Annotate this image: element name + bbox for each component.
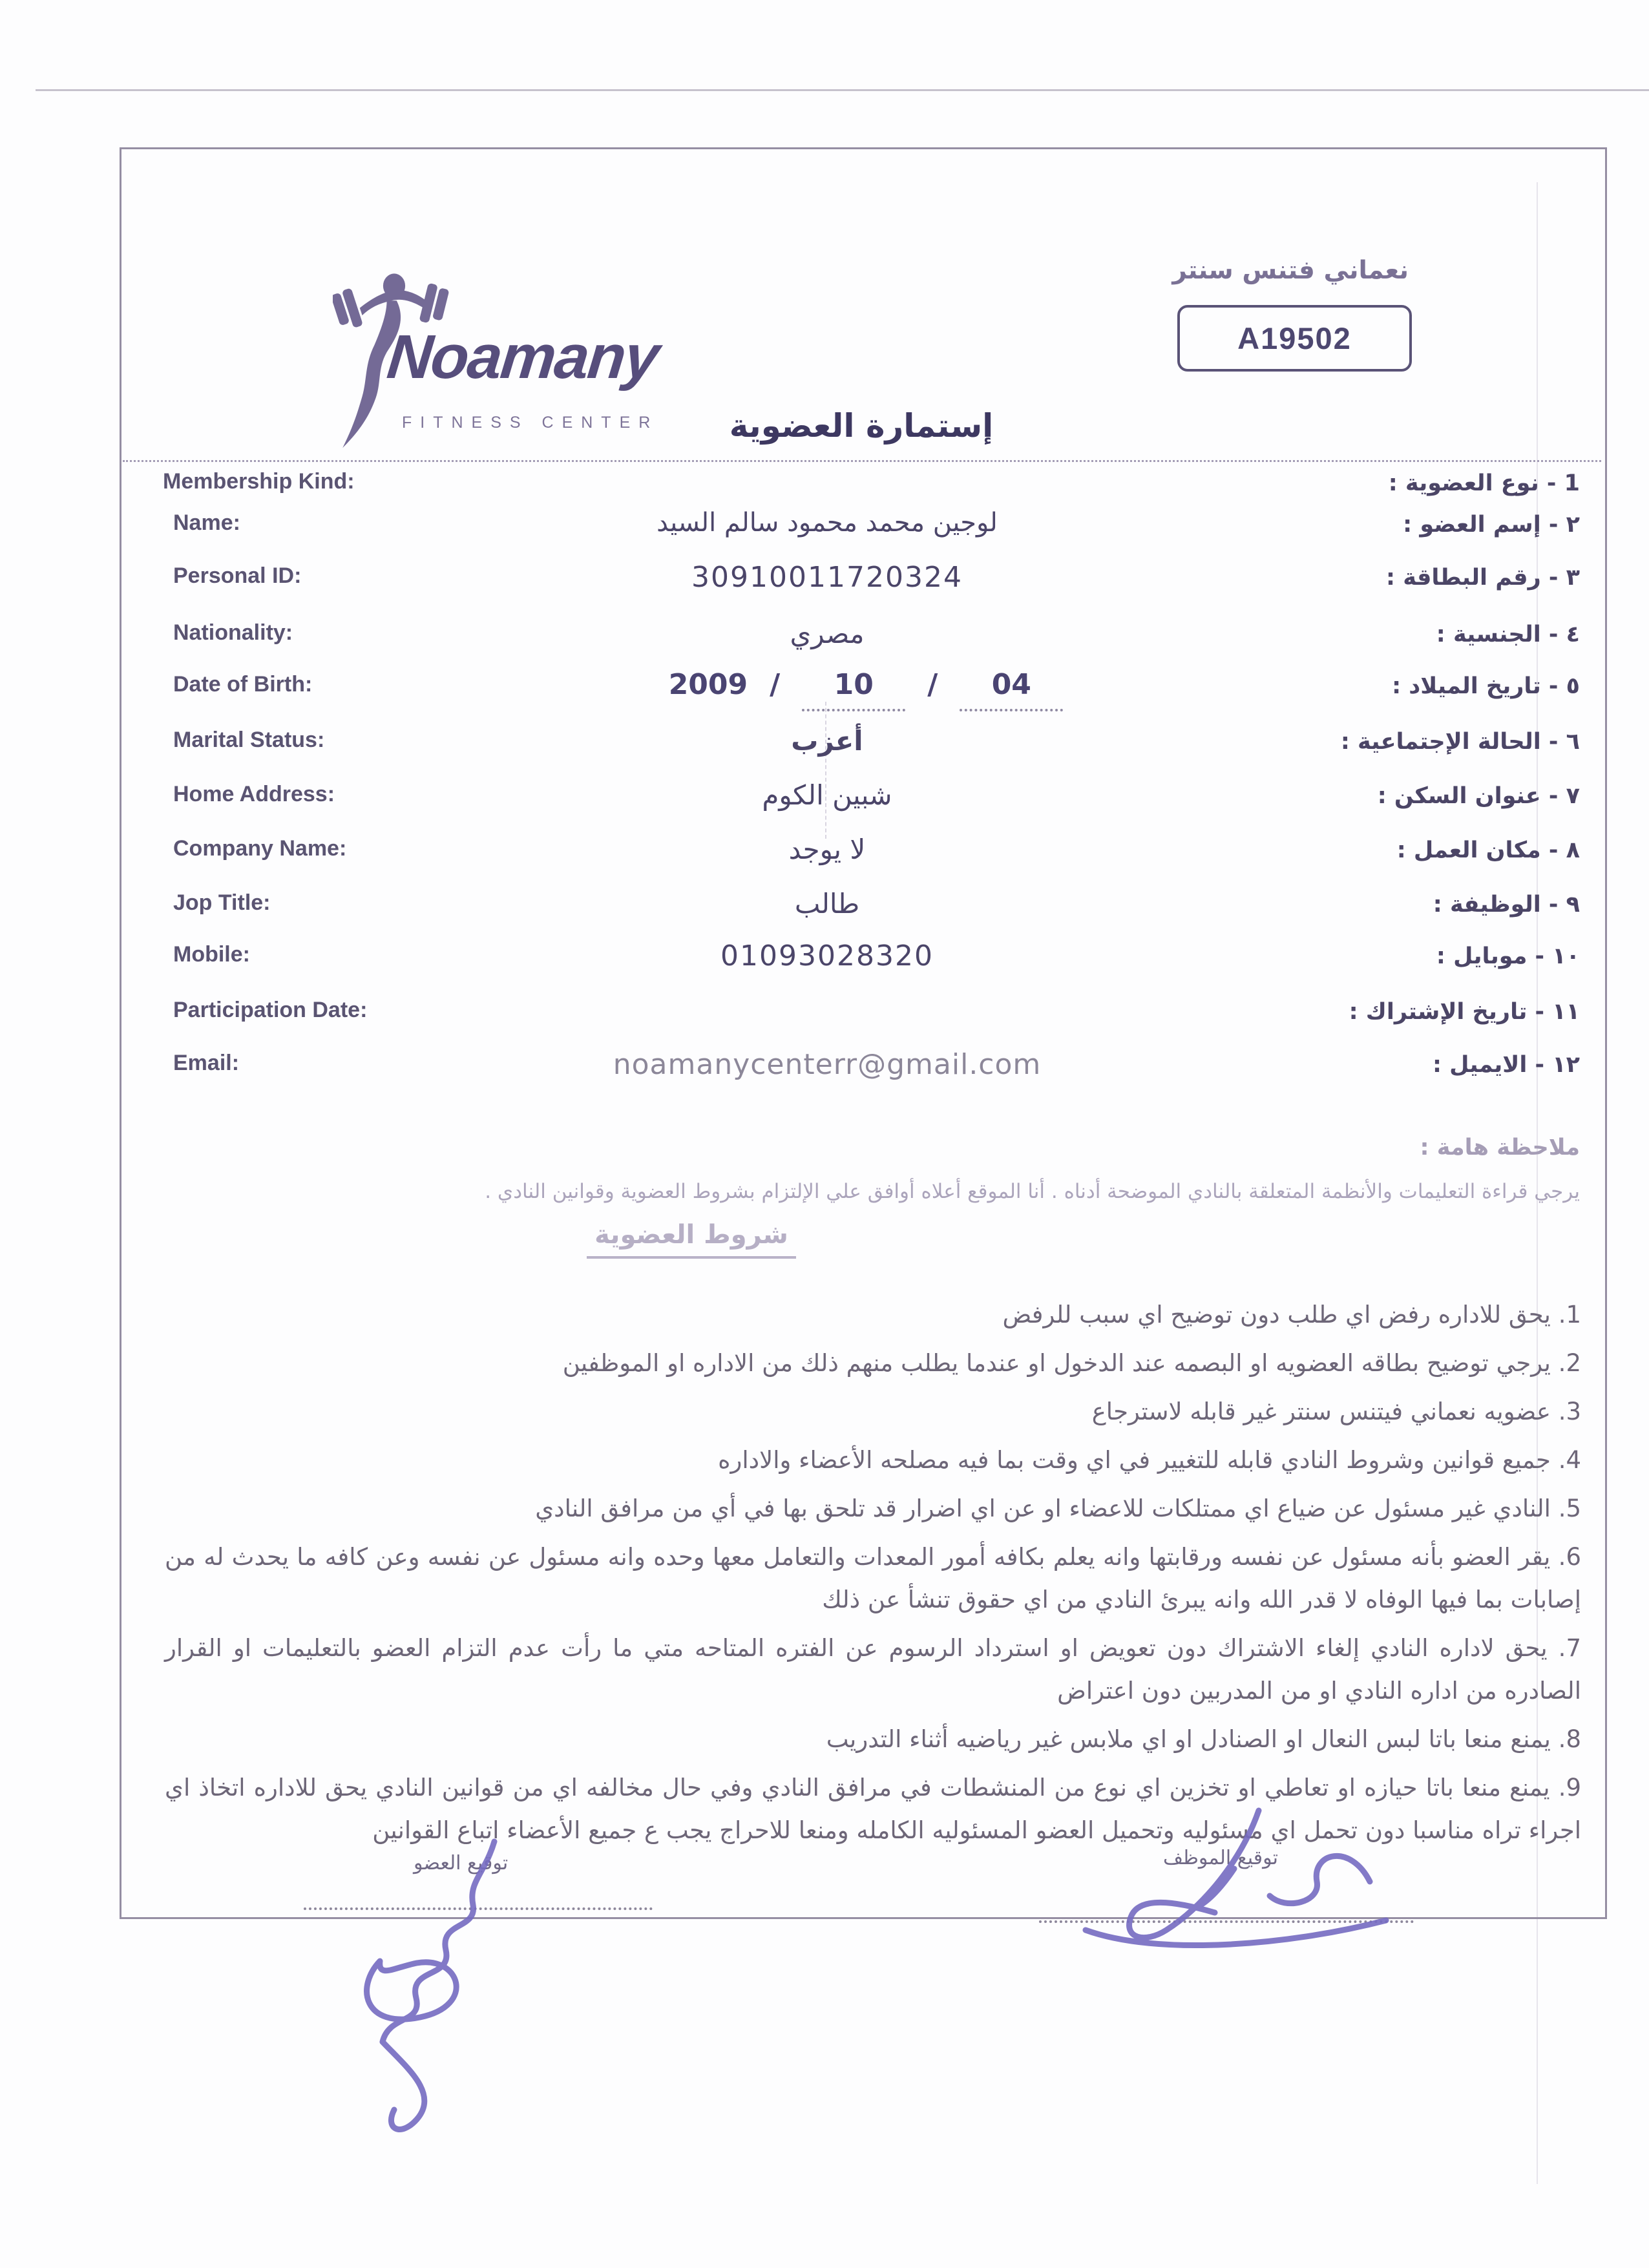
- form-row-personal-id: [0, 563, 1649, 602]
- scan-edge-line: [36, 89, 1649, 91]
- term-item: 2. يرجي توضيح بطاقه العضويه او البصمه عند الدخول او عندما يطلب منهم ذلك من الاداره او الموظفين: [562, 1349, 1581, 1377]
- form-row-participation-date: [0, 998, 1649, 1036]
- form-row-name: [0, 510, 1649, 549]
- term-item: 9. يمنع منعا باتا حيازه او تعاطي او تخزين اي نوع من المنشطات في مرافق النادي وفي حال مخالفه اي من قوانين النادي يحق للاداره اتخاذ اي اجراء تراه مناسبا دون تحمل اي مسئوليه وتحميل العضو المسئوليه الكامله ومنعا للاحراج يجب ع جميع الأعضاء اتباع القوانين: [165, 1774, 1581, 1844]
- term-item: 4. جميع قوانين وشروط النادي قابله للتغيير في اي وقت بما فيه مصلحه الأعضاء والاداره: [718, 1446, 1581, 1474]
- form-row-marital-status: [0, 725, 1649, 766]
- field-label-ar: 1 - نوع العضوية :: [1388, 470, 1580, 496]
- field-label-en: Mobile:: [173, 942, 250, 967]
- field-label-en: Nationality:: [173, 620, 293, 645]
- term-item: 5. النادي غير مسئول عن ضياع اي ممتلكات للاعضاء او عن اي اضرار قد تلحق بها في أي من مرافق النادي: [535, 1495, 1581, 1522]
- terms-heading: [562, 1220, 821, 1259]
- form-row-home-address: [0, 779, 1649, 821]
- logo-wordmark: Noamany: [384, 322, 662, 392]
- field-value: 01093028320: [720, 940, 934, 972]
- dob-separator: /: [927, 668, 938, 701]
- field-value: 30910011720324: [691, 561, 963, 594]
- field-label-ar: ٩ - الوظيفة :: [1433, 892, 1580, 918]
- field-value: لا يوجد: [788, 834, 866, 865]
- form-row-nationality: [0, 620, 1649, 659]
- staff-signature-label: توقيع الموظف: [1163, 1847, 1278, 1869]
- field-label-ar: ٦ - الحالة الإجتماعية :: [1340, 729, 1580, 755]
- important-note-heading: ملاحظة هامة :: [1420, 1135, 1580, 1160]
- form-row-mobile: [0, 942, 1649, 981]
- page-title: إستمارة العضوية: [729, 407, 994, 445]
- important-note-body: يرجي قراءة التعليمات والأنظمة المتعلقة بالنادي الموضحة أدناه . أنا الموقع أعلاه أوافق علي الإلتزام بشروط العضوية وقوانين النادي .: [485, 1180, 1580, 1203]
- membership-serial-badge: [1177, 305, 1412, 372]
- form-row-job-title: [0, 890, 1649, 929]
- field-label-en: Company Name:: [173, 836, 347, 861]
- field-label-en: Email:: [173, 1051, 240, 1075]
- dob-separator: /: [770, 668, 781, 701]
- field-label-en: Marital Status:: [173, 728, 325, 752]
- member-signature-label: توقيع العضو: [414, 1852, 509, 1874]
- field-label-ar: ١٢ - الايميل :: [1432, 1052, 1580, 1078]
- field-value: مصري: [790, 618, 865, 649]
- field-label-ar: ٨ - مكان العمل :: [1396, 837, 1580, 863]
- term-item: 6. يقر العضو بأنه مسئول عن نفسه ورقابتها وانه يعلم بكافه أمور المعدات والتعامل معها وحده وانه مسئول عن نفسه وعن كافه ما يحدث له من إصابات بما فيها الوفاه لا قدر الله وانه يبرئ النادي من اي حقوق تنشأ عن ذلك: [165, 1543, 1581, 1613]
- dob-year: 2009: [668, 668, 748, 701]
- form-row-membership-kind: [0, 469, 1649, 508]
- field-value: طالب: [794, 888, 860, 919]
- date-of-birth-value: [439, 668, 1292, 711]
- term-item: 3. عضويه نعماني فيتنس سنتر غير قابله لاسترجاع: [1091, 1398, 1581, 1425]
- field-label-ar: ١١ - تاريخ الإشتراك :: [1349, 999, 1580, 1025]
- terms-list: [165, 1294, 1581, 1858]
- field-label-en: Home Address:: [173, 782, 335, 806]
- field-label-ar: ٣ - رقم البطاقة :: [1386, 565, 1580, 591]
- field-label-ar: ٤ - الجنسية :: [1436, 622, 1580, 647]
- field-label-en: Personal ID:: [173, 563, 302, 588]
- field-label-en: Membership Kind:: [163, 469, 355, 494]
- serial-number: A19502: [1237, 321, 1352, 355]
- term-item: 1. يحق للاداره رفض اي طلب دون توضيح اي سبب للرفض: [1002, 1301, 1581, 1328]
- field-label-en: Jop Title:: [173, 890, 271, 915]
- dob-day: 04: [960, 668, 1063, 711]
- title-divider: [123, 460, 1601, 462]
- form-row-email: [0, 1048, 1649, 1089]
- field-value: أعزب: [791, 725, 863, 757]
- field-label-en: Date of Birth:: [173, 672, 313, 697]
- field-label-ar: ٧ - عنوان السكن :: [1377, 783, 1580, 809]
- center-name-arabic: نعماني فتنس سنتر: [1172, 256, 1409, 285]
- form-row-date-of-birth: [0, 668, 1649, 711]
- field-value: شبين الكوم: [762, 779, 892, 811]
- terms-heading-text: شروط العضوية: [587, 1220, 796, 1259]
- term-item: 7. يحق لاداره النادي إلغاء الاشتراك دون تعويض او استرداد الرسوم عن الفتره المتاحه متي ما رأت عدم التزام العضو بالتعليمات او القرار الصادره من اداره النادي او من المدربين دون اعتراض: [165, 1634, 1581, 1705]
- field-value: noamanycenterr@gmail.com: [613, 1048, 1042, 1081]
- field-label-ar: ١٠ - موبايل :: [1436, 943, 1580, 969]
- field-label-ar: ٢ - إسم العضو :: [1403, 512, 1580, 538]
- field-label-ar: ٥ - تاريخ الميلاد :: [1392, 673, 1580, 699]
- logo-subtitle: FITNESS CENTER: [402, 414, 659, 432]
- term-item: 8. يمنع منعا باتا لبس النعال او الصنادل او اي ملابس غير رياضيه أثناء التدريب: [826, 1725, 1581, 1753]
- field-label-en: Participation Date:: [173, 998, 368, 1022]
- staff-signature-ink: [1008, 1791, 1409, 2004]
- dob-month: 10: [802, 668, 905, 711]
- field-label-en: Name:: [173, 510, 240, 535]
- form-row-company-name: [0, 836, 1649, 875]
- field-value: لوجين محمد محمود سالم السيد: [656, 508, 998, 538]
- member-signature-ink: [349, 1835, 556, 2158]
